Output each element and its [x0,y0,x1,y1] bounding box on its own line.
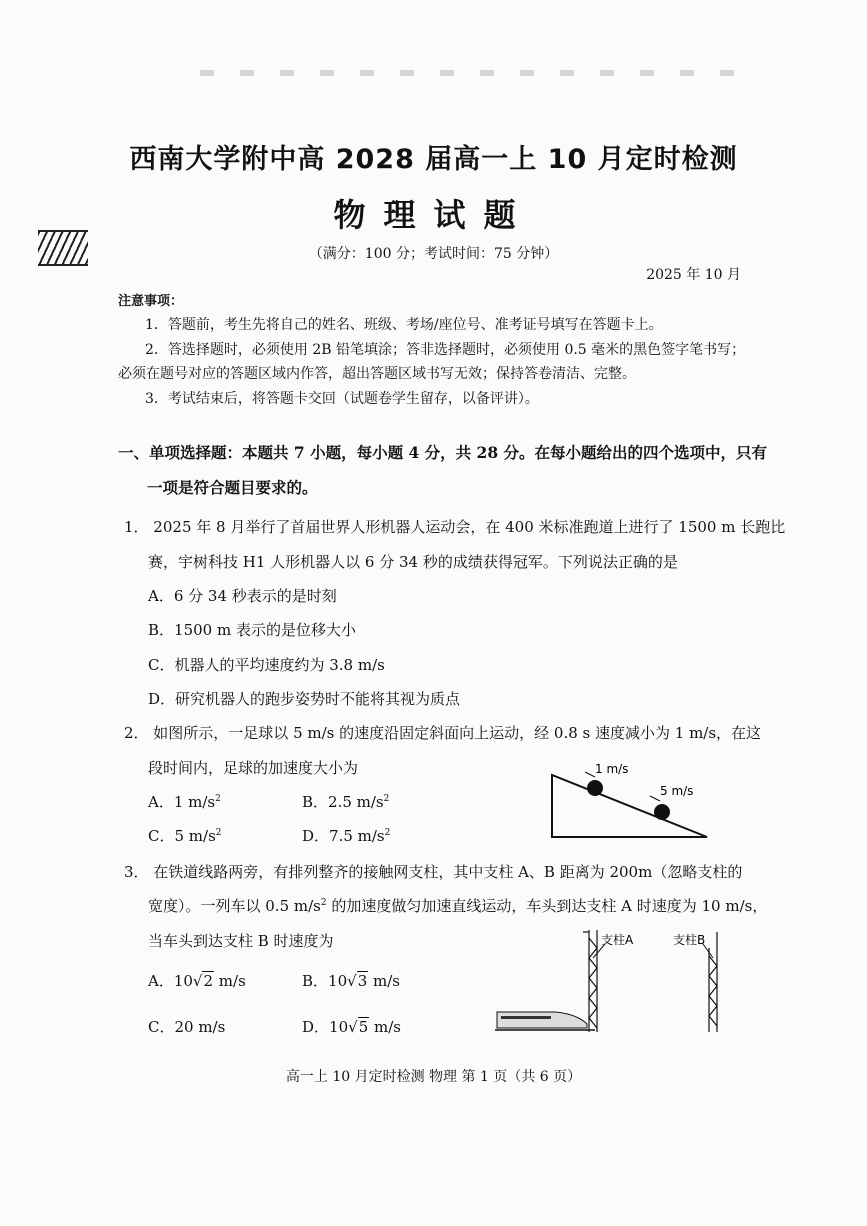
q3-option-b: B．10√3 m/s [302,972,400,990]
velocity-label-1: 1 m/s [595,762,629,776]
pillar-a [583,930,597,1032]
notice-item: 2．答选择题时，必须使用 2B 铅笔填涂；答非选择题时，必须使用 0.5 毫米的黑色签字笔书写； [145,342,746,358]
notice-item: 3．考试结束后，将答题卡交回（试题卷学生留存，以备评讲）。 [145,391,539,407]
q1-option-d: D．研究机器人的跑步姿势时不能将其视为质点 [148,690,461,708]
q2-option-a: A．1 $m/s^2$ [148,793,221,811]
pillar-b [709,932,717,1032]
question-1-text-cont: 赛，宇树科技 H1 人形机器人以 6 分 34 秒的成绩获得冠军。下列说法正确的是 [148,553,678,571]
q3-option-a: A．10√2 m/s [148,972,246,990]
pillar-a-label: 支柱A [601,933,634,947]
ball-bottom [654,804,670,820]
notice-heading: 注意事项： [118,294,184,309]
section-heading-cont: 一项是符合题目要求的。 [147,478,318,497]
arrow-line [585,772,595,777]
incline-figure [545,755,715,840]
exam-date: 2025 年 10 月 [646,267,741,283]
page-footer: 高一上 10 月定时检测 物理 第 1 页（共 6 页） [285,1069,582,1085]
exam-title: 西南大学附中高 2028 届高一上 10 月定时检测 [129,144,738,175]
notice-item: 1．答题前，考生先将自己的姓名、班级、考场/座位号、准考证号填写在答题卡上。 [145,317,663,333]
q1-option-c: C．机器人的平均速度约为 3.8 m/s [148,656,385,674]
ball-top [587,780,603,796]
question-3-text: 3． 在铁道线路两旁，有排列整齐的接触网支柱，其中支柱 A、B 距离为 200m（忽略支柱的 [124,863,743,881]
q1-option-a: A．6 分 34 秒表示的是时刻 [148,587,337,605]
notice-item: 必须在题号对应的答题区域内作答，超出答题区域书写无效；保持答卷清洁、完整。 [118,366,636,382]
q3-option-d: D．10√5 m/s [302,1018,401,1036]
q2-option-c: C．5 $m/s^2$ [148,827,222,845]
question-2-text-cont: 段时间内，足球的加速度大小为 [148,759,359,777]
q2-option-b: B．2.5 $m/s^2$ [302,793,390,811]
question-3-text-cont2: 当车头到达支柱 B 时速度为 [148,932,334,950]
arrow-line [650,796,660,801]
pillar-b-label: 支柱B [673,933,706,947]
question-1-text: 1． 2025 年 8 月举行了首届世界人形机器人运动会，在 400 米标准跑道上进行了 1500 m 长跑比 [124,518,786,536]
q2-option-d: D．7.5 $m/s^2$ [302,827,391,845]
section-heading: 一、单项选择题：本题共 7 小题，每小题 4 分，共 28 分。在每小题给出的四个选项中，只有 [118,443,768,462]
scan-artifact [200,70,760,76]
q3-option-c: C．20 m/s [148,1018,226,1036]
score-time: （满分：100 分；考试时间：75 分钟） [308,246,559,262]
train-icon [495,1012,595,1030]
q1-option-b: B．1500 m 表示的是位移大小 [148,621,356,639]
railway-figure [495,928,730,1036]
velocity-label-2: 5 m/s [660,784,694,798]
subject-title: 物理试题 [333,196,534,234]
question-2-text: 2． 如图所示，一足球以 5 m/s 的速度沿固定斜面向上运动，经 0.8 s 速度减小为 1 m/s，在这 [124,724,762,742]
question-3-text-cont: 宽度）。一列车以 0.5 $m/s^2$ 的加速度做匀加速直线运动，车头到达支柱 A 时速度为 10 m/s， [148,897,768,915]
